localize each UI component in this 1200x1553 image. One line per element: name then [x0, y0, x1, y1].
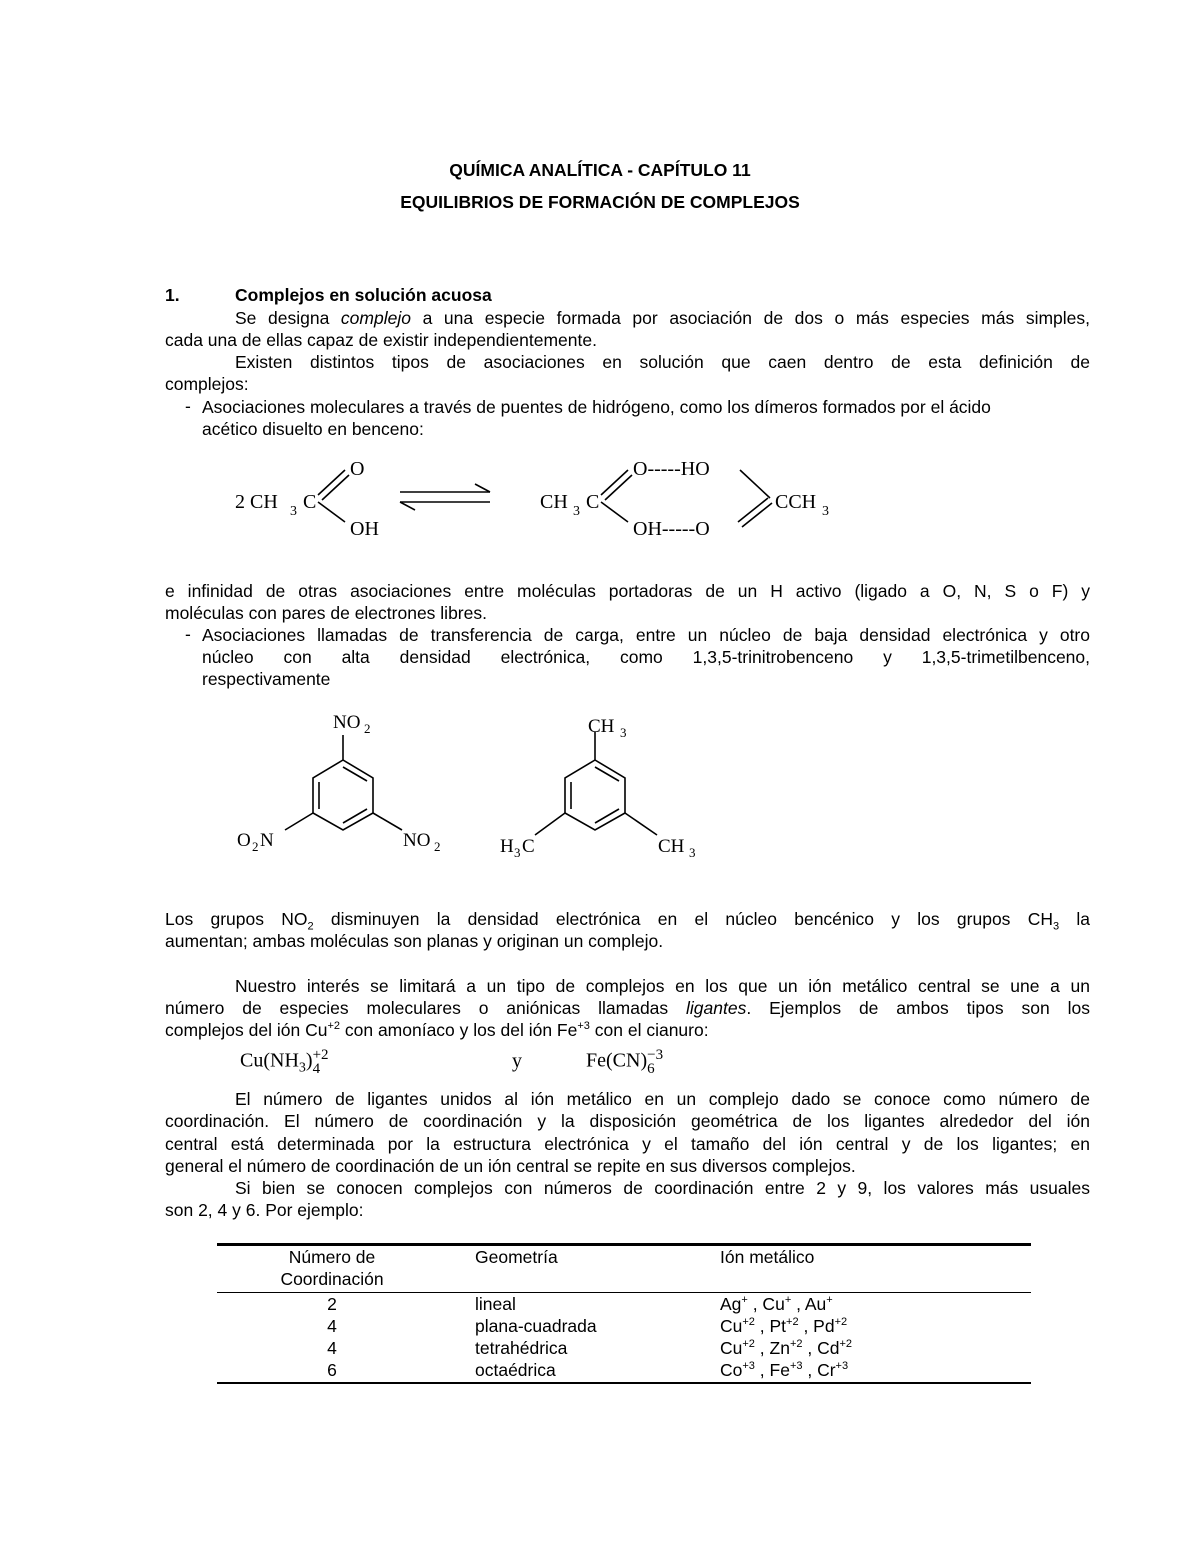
table-header-ion: Ión metálico	[720, 1247, 815, 1267]
paragraph-6-line-4: general el número de coordinación de un ión central se repite en sus diversos complejos.	[165, 1156, 856, 1176]
paragraph-6-line-2: coordinación. El número de coordinación y la disposición geométrica de los ligantes alrededor del ión	[165, 1111, 1090, 1131]
table-header-geometry: Geometría	[475, 1247, 558, 1267]
tmb-left-sub: 3	[514, 845, 521, 860]
ion-charge: +3	[835, 1360, 849, 1373]
ion-symbol: , Zn	[754, 1338, 790, 1358]
table-cell-ions	[720, 1359, 848, 1381]
ion-charge: +2	[742, 1338, 755, 1351]
eq-o: O	[350, 458, 365, 480]
table-cell-ions	[720, 1337, 852, 1359]
bullet-2-line-1: Asociaciones llamadas de transferencia de carga, entre un núcleo de baja densidad electrónica y otro	[202, 625, 1090, 645]
table-cell-geometry: plana-cuadrada	[475, 1316, 597, 1336]
eq-prod-ch-sub: 3	[573, 504, 580, 519]
table-cell-geometry: lineal	[475, 1294, 516, 1314]
tmb-right-ch: CH	[658, 836, 685, 857]
eq-prod-oh-bottom: OH-----O	[633, 518, 710, 540]
table-cell-ions	[720, 1315, 847, 1337]
paragraph-5-line-1: Nuestro interés se limitará a un tipo de complejos en los que un ión metálico central se une a un	[235, 976, 1090, 996]
eq-coef: 2 CH	[235, 491, 278, 513]
ion-charge: +2	[789, 1338, 803, 1351]
section-title: Complejos en solución acuosa	[235, 285, 492, 305]
tmb-left-h: H	[500, 836, 514, 857]
ion-symbol: , Au	[791, 1294, 827, 1314]
tnb-right-no: NO	[403, 830, 431, 851]
eq-oh: OH	[350, 518, 379, 540]
paragraph-7-line-1: Si bien se conocen complejos con números de coordinación entre 2 y 9, los valores más usuales	[235, 1178, 1090, 1198]
page-title: QUÍMICA ANALÍTICA - CAPÍTULO 11	[449, 160, 751, 180]
bullet-dash: -	[185, 396, 191, 416]
tnb-left-sub: 2	[252, 839, 259, 854]
ion-charge: +2	[742, 1316, 755, 1329]
tmb-top-sub: 3	[620, 725, 627, 740]
eq-prod-ch: CH	[540, 491, 568, 513]
table-cell-geometry: octaédrica	[475, 1360, 556, 1380]
tnb-left-o: O	[237, 830, 251, 851]
eq-prod-c: C	[586, 491, 600, 513]
ion-symbol: , Fe	[754, 1360, 790, 1380]
table-bottom-rule	[217, 1382, 1031, 1384]
table-header-number: Número de Coordinación	[280, 1247, 384, 1289]
paragraph-5-line-3: complejos del ión $Cu^{+2}$ con amoníaco y los del ión $Fe^{+3}$ con el cianuro:	[165, 1020, 709, 1040]
bullet-2-line-2: núcleo con alta densidad electrónica, como 1,3,5-trinitrobenceno y 1,3,5-trimetilbenceno,	[202, 647, 1090, 667]
ion-charge: +2	[839, 1338, 852, 1351]
ion-charge: +	[741, 1294, 748, 1307]
tnb-right-sub: 2	[434, 839, 441, 854]
acetic-acid-dimer-equation	[0, 440, 1200, 550]
paragraph-1-line-1: Se designa complejo a una especie formada por asociación de dos o más especies más simples,	[235, 308, 1091, 328]
table-cell-number: 2	[327, 1294, 337, 1314]
formula-ferricyanide: Fe(CN) −3 6	[586, 1047, 664, 1077]
ion-symbol: , Cd	[802, 1338, 840, 1358]
ion-charge: +	[784, 1294, 792, 1307]
tnb-top-sub: 2	[364, 721, 371, 736]
paragraph-2-line-2: complejos:	[165, 374, 249, 394]
paragraph-1-line-2: cada una de ellas capaz de existir independientemente.	[165, 330, 597, 350]
ion-symbol: , Pd	[798, 1316, 835, 1336]
ion-charge: +2	[786, 1316, 799, 1329]
formula-and: y	[512, 1050, 522, 1072]
eq-c: C	[303, 491, 317, 513]
ion-symbol: , Cr	[802, 1360, 836, 1380]
ion-symbol: Cu	[720, 1316, 743, 1336]
paragraph-3-line-1: e infinidad de otras asociaciones entre moléculas portadoras de un H activo (ligado a O, N, S o F) y	[165, 581, 1090, 601]
ion-charge: +	[826, 1294, 833, 1307]
table-cell-number: 6	[327, 1360, 337, 1380]
tnb-top-no: NO	[333, 712, 361, 733]
eq-prod-cch-sub: 3	[822, 504, 829, 519]
paragraph-6-line-1: El número de ligantes unidos al ión metálico en un complejo dado se conoce como número de	[235, 1089, 1090, 1109]
paragraph-2-line-1: Existen distintos tipos de asociaciones en solución que caen dentro de esta definición de	[235, 352, 1090, 372]
bullet-1-line-1: Asociaciones moleculares a través de puentes de hidrógeno, como los dímeros formados por el ácido	[202, 397, 991, 417]
bullet-1-line-2: acético disuelto en benceno:	[202, 419, 424, 439]
paragraph-3-line-2: moléculas con pares de electrones libres.	[165, 603, 487, 623]
bullet-2-line-3: respectivamente	[202, 669, 331, 689]
paragraph-6-line-3: central está determinada por la estructura electrónica y el tamaño del ión central y de los ligantes; en	[165, 1134, 1090, 1154]
eq-prod-cch: CCH	[775, 491, 817, 513]
eq-coef-sub: 3	[290, 504, 297, 519]
tmb-right-sub: 3	[689, 845, 696, 860]
ion-symbol: Cu	[720, 1338, 743, 1358]
page-subtitle: EQUILIBRIOS DE FORMACIÓN DE COMPLEJOS	[400, 192, 800, 212]
eq-prod-o-top: O-----HO	[633, 458, 710, 480]
ion-symbol: , Pt	[754, 1316, 787, 1336]
table-cell-geometry: tetrahédrica	[475, 1338, 568, 1358]
ion-charge: +3	[789, 1360, 803, 1373]
paragraph-4-line-1: Los grupos $NO_2$ disminuyen la densidad electrónica en el núcleo bencénico y los grupos $CH_3$ la	[165, 909, 1090, 933]
tmb-top-ch: CH	[588, 716, 615, 737]
table-cell-ions	[720, 1293, 833, 1315]
tmb-left-c: C	[522, 836, 535, 857]
section-number: 1.	[165, 285, 180, 305]
tnb-left-n: N	[260, 830, 274, 851]
paragraph-7-line-2: son 2, 4 y 6. Por ejemplo:	[165, 1200, 364, 1220]
ion-symbol: , Cu	[747, 1294, 785, 1314]
ion-symbol: Co	[720, 1360, 743, 1380]
bullet-dash-2: -	[185, 624, 191, 644]
benzene-structures	[0, 700, 1200, 870]
paragraph-4-line-2: aumentan; ambas moléculas son planas y originan un complejo.	[165, 931, 664, 951]
table-cell-number: 4	[327, 1316, 337, 1336]
paragraph-5-line-2: número de especies moleculares o aniónicas llamadas ligantes. Ejemplos de ambos tipos son los	[165, 998, 1090, 1018]
formula-copper-ammine: $Cu(NH_3)$ +2 4	[240, 1047, 329, 1077]
table-cell-number: 4	[327, 1338, 337, 1358]
ion-charge: +2	[834, 1316, 848, 1329]
ion-charge: +3	[742, 1360, 755, 1373]
ion-symbol: Ag	[720, 1294, 742, 1314]
